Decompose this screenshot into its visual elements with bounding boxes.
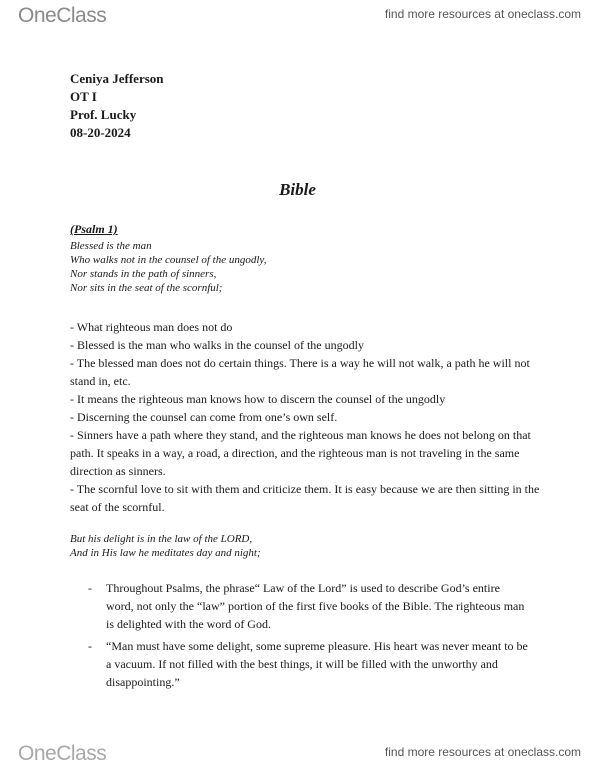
bottom-banner (0, 738, 595, 768)
bullet-dash: - (88, 639, 92, 653)
commentary-text: “Man must have some delight, some supreme pleasure. His heart was never meant to be a vacuum. If not filled with the best things, it will be filled with the unworthy and disappointing.” (106, 639, 528, 689)
verse-line: Nor stands in the path of sinners, (70, 268, 217, 280)
student-name: Ceniya Jefferson (70, 71, 164, 86)
bullet-dash: - (88, 581, 92, 595)
resources-link-footer[interactable]: find more resources at oneclass.com (384, 745, 581, 759)
top-banner (0, 0, 595, 30)
verse-line: But his delight is in the law of the LORD, (70, 533, 253, 545)
oneclass-logo-footer[interactable]: OneClass (18, 742, 107, 765)
document-date: 08-20-2024 (70, 125, 131, 140)
section-heading: (Psalm 1) (70, 222, 118, 236)
professor-name: Prof. Lucky (70, 107, 137, 122)
verse-block-1 (70, 239, 266, 295)
note-item: - It means the righteous man knows how to discern the counsel of the ungodly (70, 392, 446, 406)
note-item: - Sinners have a path where they stand, and the righteous man knows he does not belong on that path. It speaks in a way, a road, a direction, and the righteous man is not traveling in the same direction as sinners. (70, 428, 531, 478)
oneclass-logo[interactable]: OneClass (18, 4, 107, 27)
verse-line: Who walks not in the counsel of the ungodly, (70, 254, 267, 266)
verse-block-2 (70, 532, 261, 560)
notes-list (70, 318, 540, 516)
note-item: - Blessed is the man who walks in the counsel of the ungodly (70, 338, 364, 352)
commentary-item (88, 637, 528, 691)
commentary-item (88, 579, 528, 633)
document-header (70, 70, 164, 142)
verse-line: And in His law he meditates day and night; (70, 547, 261, 559)
verse-line: Blessed is the man (70, 240, 152, 252)
document-title: Bible (279, 180, 316, 199)
note-item: - What righteous man does not do (70, 320, 233, 334)
commentary-text: Throughout Psalms, the phrase“ Law of the Lord” is used to describe God’s entire word, not only the “law” portion of the first five books of the Bible. The righteous man is delighted with the word of God. (106, 581, 525, 631)
commentary-list (88, 579, 528, 695)
note-item: - The scornful love to sit with them and criticize them. It is easy because we are then sitting in the seat of the scornful. (70, 482, 540, 514)
note-item: - Discerning the counsel can come from one’s own self. (70, 410, 338, 424)
resources-link[interactable]: find more resources at oneclass.com (384, 7, 581, 21)
course-name: OT I (70, 89, 97, 104)
note-item: - The blessed man does not do certain things. There is a way he will not walk, a path he will not stand in, etc. (70, 356, 530, 388)
verse-line: Nor sits in the seat of the scornful; (70, 282, 223, 294)
